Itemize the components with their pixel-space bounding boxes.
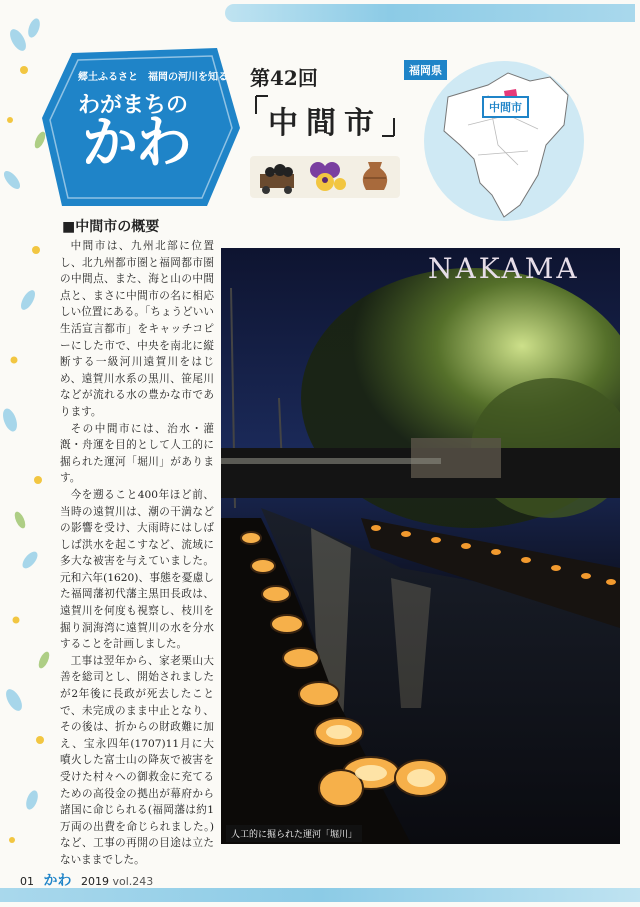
page-footer bbox=[20, 870, 153, 890]
issue-number: 第42回 bbox=[250, 66, 318, 90]
article-paragraph: 今を遡ること400年ほど前、当時の遠賀川は、潮の干満などの影響を受け、大雨時にはしばしば洪水を起こすなど、流域に多大な被害を与えていました。元和六年(1620)、事態を憂慮した福岡藩初代藩主黒田長政は、遠賀川を何度も視察し、枝川を掘り洞海湾に遠賀川の水を分水することを計画しました。 bbox=[60, 488, 214, 651]
footer-volume: vol.243 bbox=[112, 875, 154, 888]
nakama-watermark: NAKAMA bbox=[428, 252, 580, 285]
city-name-title: 中間市 bbox=[268, 106, 382, 141]
map-city-label: 中間市 bbox=[482, 96, 529, 118]
logo-title-big: かわ bbox=[82, 111, 190, 176]
photo-caption: 人工的に掘られた運河「堀川」 bbox=[226, 825, 362, 842]
magazine-name: かわ bbox=[43, 873, 72, 889]
article-body bbox=[60, 238, 214, 869]
article-paragraph: 中間市は、九州北部に位置し、北九州都市圏と福岡都市圏の中間点、また、海と山の中間点と、まさに中間市の名に相応しい位置にある。「ちょうどいい生活宣言都市」をキャッチコピーにした市で、中央を南北に縦断する一級河川遠賀川をはじめ、遠賀川水系の黒川、笹尾川などが流れる水の豊かな市であります。 bbox=[60, 240, 214, 418]
logo-tagline: 郷土ふるさと 福岡の河川を知る bbox=[78, 72, 228, 83]
bottom-decorative-stripe bbox=[0, 888, 640, 902]
article-paragraph: 工事は翌年から、家老栗山大善を総司とし、開始されましたが2年後に長政が死去したことで、未完成のまま中止となり、その後は、折からの財政難に加え、宝永四年(1707)11月に大噴火した富士山の降灰で被害を受けた村々への御救金に充てるための高役金の拠出が幕府から諸国に命じられる(福岡藩は約1万両の出費を命じられました。)など、工事の再開の目途は立たないままでした。 bbox=[60, 654, 214, 866]
horikawa-canal-night-photo bbox=[221, 248, 620, 844]
article-paragraph: その中間市には、治水・灌漑・舟運を目的として人工的に掘られた運河「堀川」があります。 bbox=[60, 422, 214, 485]
page-number: 01 bbox=[20, 875, 34, 888]
logo-title-small: わがまちの bbox=[78, 93, 189, 118]
footer-year: 2019 bbox=[81, 875, 109, 888]
top-decorative-stripe bbox=[225, 4, 635, 22]
section-heading: ■中間市の概要 bbox=[62, 219, 160, 235]
feature-icons-strip bbox=[250, 150, 400, 198]
fukuoka-prefecture-map bbox=[408, 55, 588, 225]
prefecture-label: 福岡県 bbox=[404, 60, 447, 80]
